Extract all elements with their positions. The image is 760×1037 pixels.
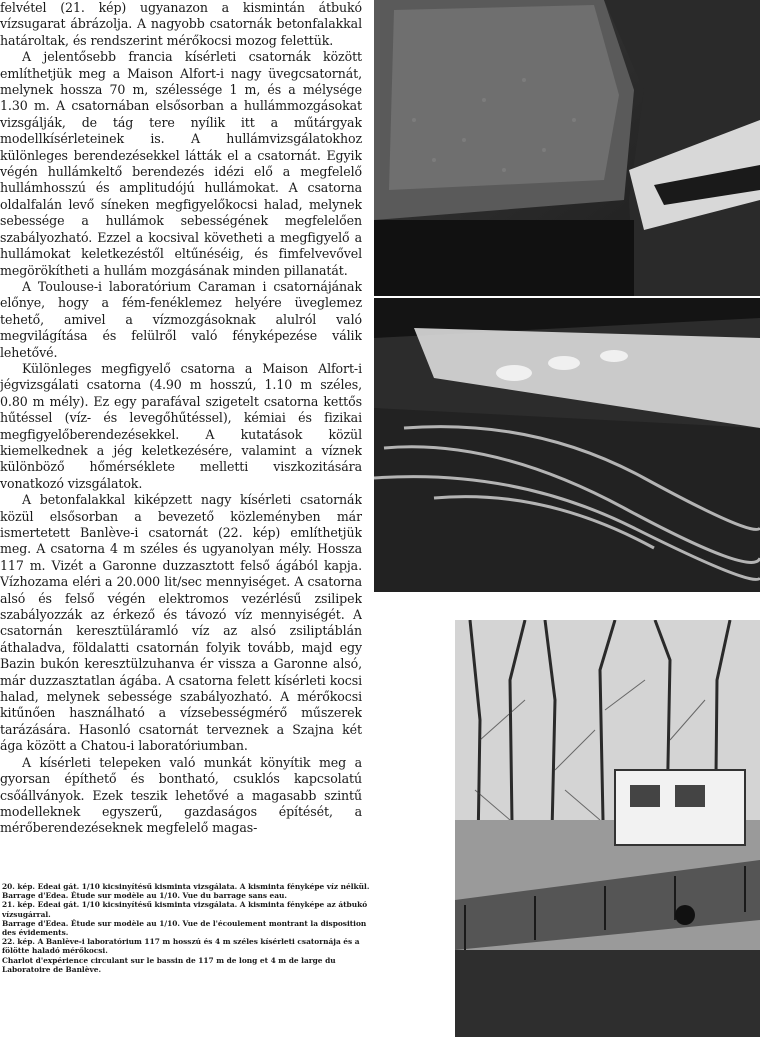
- caption-21-hu: 21. kép. Edeai gát. 1/10 kicsinyítésű kisminta vizsgálata. A kisminta fényképe az átbukó vízsugárral.: [2, 900, 368, 919]
- caption-22-fr: Charlot d'expérience circulant sur le bassin de 117 m de long et 4 m de large du Laboratoire de Banlève.: [2, 955, 336, 974]
- caption-22-hu: 22. kép. A Banlève-i laboratórium 117 m hosszú és 4 m széles kísérleti csatornája és a fölötte haladó mérőkocsi.: [2, 937, 360, 956]
- photo-dam-model-dry: [374, 0, 760, 296]
- photo-dam-model-flow: [374, 298, 760, 592]
- paragraph: Különleges megfigyelő csatorna a Maison Alfort-i jégvizsgálati csatorna (4.90 m hosszú, 1.10 m széles, 0.80 m mély). Ez egy parafával szigetelt csatorna kettős hűtéssel (víz- és levegőhűtéssel), kémiai és fizikai megfigyelőberendezésekkel. A kutatások közül kiemelkednek a jég keletkezésére, valamint a víznek különböző hőmérséklete melletti viszkozitására vonatkozó vizsgálatok.: [0, 360, 362, 491]
- caption-20-fr: Barrage d'Edea. Étude sur modèle au 1/10. Vue du barrage sans eau.: [2, 891, 287, 901]
- figure-captions: [2, 882, 372, 1034]
- caption-20-hu: 20. kép. Edeai gát. 1/10 kicsinyítésű kisminta vizsgálata. A kisminta fényképe víz nélkül.: [2, 882, 370, 891]
- paragraph: A Toulouse-i laboratórium Caraman i csatornájának előnye, hogy a fém-fenéklemez helyére üveglemez tehető, amivel a vízmozgásoknak alulról való megvilágítása és felülről való fényképezése válik lehetővé.: [0, 278, 362, 360]
- article-body: [0, 0, 362, 880]
- photo-measuring-carriage: [455, 620, 760, 1037]
- paragraph: A kísérleti telepeken való munkát könyítik meg a gyorsan építhető és bontható, csuklós kapcsolatú csőállványok. Ezek teszik lehetővé a magasabb szintű modelleknek egyszerű, gazdaságos építését, a mérőberendezéseknek megfelelő magas-: [0, 754, 362, 836]
- paragraph: A betonfalakkal kiképzett nagy kísérleti csatornák közül elsősorban a bevezető közleményben már ismertetett Banlève-i csatornát (22. kép) említhetjük meg. A csatorna 4 m széles és ugyanolyan mély. Hossza 117 m. Vizét a Garonne duzzasztott felső ágából kapja. Vízhozama eléri a 20.000 lit/sec mennyiséget. A csatorna alsó és felső végén elektromos vezérlésű zsilipek szabályozzák az érkező és távozó víz mennyiségét. A csatornán keresztüláramló víz az alsó zsiliptáblán áthaladva, földalatti csatornán folyik tovább, majd egy Bazin bukón keresztülzuhanva ér vissza a Garonne alsó, már duzzasztatlan ágába. A csatorna felett kísérleti kocsi halad, melynek sebessége szabályozható. A mérőkocsi kitűnően használható a vízsebességmérő műszerek tarázására. Hasonló csatornát terveznek a Szajna két ága között a Chatou-i laboratóriumban.: [0, 492, 362, 754]
- paragraph: felvétel (21. kép) ugyanazon a kismintán átbukó vízsugarat ábrázolja. A nagyobb csatornák betonfalakkal határoltak, és rendszerint mérőkocsi mozog felettük.: [0, 0, 362, 48]
- caption-21-fr: Barrage d'Edea. Étude sur modèle au 1/10. Vue de l'écoulement montrant la disposition des évidements.: [2, 918, 367, 938]
- paragraph: A jelentősebb francia kísérleti csatornák között említhetjük meg a Maison Alfort-i nagy üvegcsatornát, melynek hossza 70 m, szélessége 1 m, és a mélysége 1.30 m. A csatornában elsősorban a hullámmozgásokat vizsgálják, de tág tere nyílik itt a műtárgyak modellkísérleteinek is. A hullámvizsgálatokhoz különleges berendezésekkel látták el a csatornát. Egyik végén hullámkeltő berendezés idézi elő a megfelelő hullámhosszú és amplitudójú hullámokat. A csatorna oldalfalán levő síneken megfigyelőkocsi halad, melynek sebessége a hullámok sebességének megfelelően szabályozható. Ezzel a kocsival követheti a megfigyelő a hullámokat keletkezéstől eltűnéséig, és fimfelvevővel megörökítheti a hullám mozgásának minden pillanatát.: [0, 49, 362, 278]
